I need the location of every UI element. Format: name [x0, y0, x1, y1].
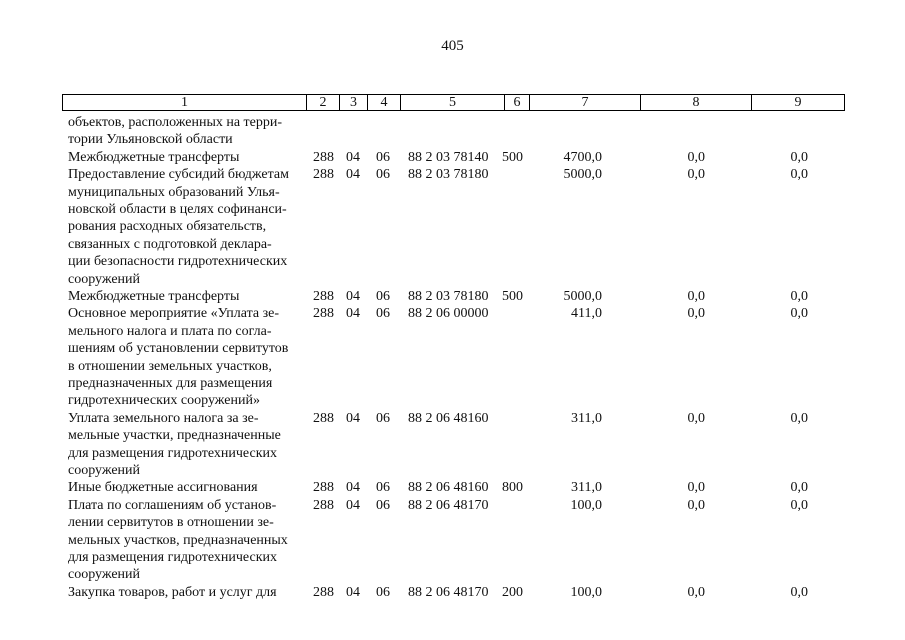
description-line: Плата по соглашениям об установ- — [68, 497, 277, 513]
cell-col-4: 06 — [376, 306, 390, 322]
cell-col-5: 88 2 06 48160 — [408, 480, 489, 496]
cell-col-4: 06 — [376, 410, 390, 426]
cell-col-3: 04 — [346, 584, 360, 600]
cell-col-9: 0,0 — [790, 167, 808, 183]
cell-col-4: 06 — [376, 167, 390, 183]
header-col-6: 6 — [504, 94, 530, 111]
cell-col-2: 288 — [313, 480, 334, 496]
description-line: в отношении земельных участков, — [68, 358, 272, 374]
cell-col-6: 800 — [502, 480, 523, 496]
header-col-3: 3 — [339, 94, 368, 111]
cell-col-2: 288 — [313, 584, 334, 600]
description-line: для размещения гидротехнических — [68, 550, 278, 566]
description-line: предназначенных для размещения — [68, 376, 273, 392]
description-line: лении сервитутов в отношении зе- — [68, 515, 274, 531]
row-description — [68, 288, 304, 305]
cell-col-6: 200 — [502, 584, 523, 600]
cell-col-5: 88 2 06 48170 — [408, 497, 489, 513]
cell-col-3: 04 — [346, 149, 360, 165]
row-description — [68, 410, 304, 480]
cell-col-8: 0,0 — [687, 584, 705, 600]
cell-col-9: 0,0 — [790, 480, 808, 496]
cell-col-2: 288 — [313, 306, 334, 322]
cell-col-5: 88 2 03 78180 — [408, 289, 489, 304]
header-col-1: 1 — [62, 94, 307, 111]
cell-col-9: 0,0 — [790, 410, 808, 426]
cell-col-4: 06 — [376, 480, 390, 496]
header-col-5: 5 — [400, 94, 505, 111]
cell-col-7: 311,0 — [571, 410, 602, 426]
description-line: сооружений — [68, 463, 141, 479]
cell-col-7: 100,0 — [570, 497, 602, 513]
description-line: шениям об установлении сервитутов — [68, 341, 289, 357]
row-description — [68, 305, 304, 409]
cell-col-9: 0,0 — [790, 584, 808, 600]
description-line: сооружений — [68, 567, 141, 583]
cell-col-8: 0,0 — [687, 306, 705, 322]
description-line: гидротехнических сооружений» — [68, 393, 260, 409]
cell-col-9: 0,0 — [790, 149, 808, 165]
cell-col-7: 5000,0 — [563, 289, 602, 304]
cell-col-2: 288 — [313, 167, 334, 183]
cell-col-7: 4700,0 — [563, 149, 602, 165]
page-number: 405 — [441, 38, 464, 54]
description-line: сооружений — [68, 271, 141, 287]
description-line: мельных участков, предназначенных — [68, 532, 288, 548]
description-line: тории Ульяновской области — [68, 132, 233, 148]
description-line: рования расходных обязательств, — [68, 219, 267, 235]
cell-col-4: 06 — [376, 497, 390, 513]
cell-col-4: 06 — [376, 149, 390, 165]
cell-col-2: 288 — [313, 149, 334, 165]
cell-col-2: 288 — [313, 497, 334, 513]
header-col-8: 8 — [640, 94, 752, 111]
cell-col-5: 88 2 06 48160 — [408, 410, 489, 426]
cell-col-6: 500 — [502, 289, 523, 304]
header-col-2: 2 — [306, 94, 340, 111]
row-description — [68, 149, 304, 166]
row-description — [68, 479, 304, 496]
description-line: связанных с подготовкой деклара- — [68, 236, 272, 252]
cell-col-7: 5000,0 — [563, 167, 602, 183]
cell-col-3: 04 — [346, 289, 360, 304]
description-line: для размещения гидротехнических — [68, 445, 278, 461]
description-line: Межбюджетные трансферты — [68, 289, 240, 304]
row-description — [68, 166, 304, 288]
cell-col-6: 500 — [502, 149, 523, 165]
row-description — [68, 114, 304, 149]
row-description — [68, 584, 304, 601]
description-line: Закупка товаров, работ и услуг для — [68, 584, 277, 600]
description-line: Межбюджетные трансферты — [68, 149, 240, 165]
cell-col-3: 04 — [346, 306, 360, 322]
row-description — [68, 497, 304, 584]
cell-col-5: 88 2 06 48170 — [408, 584, 489, 600]
description-line: мельного налога и плата по согла- — [68, 323, 272, 339]
cell-col-3: 04 — [346, 497, 360, 513]
cell-col-4: 06 — [376, 289, 390, 304]
cell-col-9: 0,0 — [790, 497, 808, 513]
cell-col-7: 411,0 — [571, 306, 602, 322]
cell-col-5: 88 2 03 78140 — [408, 149, 489, 165]
description-line: Предоставление субсидий бюджетам — [68, 167, 289, 183]
description-line: новской области в целях софинанси- — [68, 202, 287, 217]
description-line: Уплата земельного налога за зе- — [68, 410, 259, 426]
cell-col-9: 0,0 — [790, 306, 808, 322]
cell-col-8: 0,0 — [687, 497, 705, 513]
cell-col-5: 88 2 06 00000 — [408, 306, 489, 322]
description-line: мельные участки, предназначенные — [68, 428, 281, 444]
cell-col-7: 311,0 — [571, 480, 602, 496]
cell-col-3: 04 — [346, 167, 360, 183]
cell-col-2: 288 — [313, 289, 334, 304]
cell-col-8: 0,0 — [687, 410, 705, 426]
description-line: Основное мероприятие «Уплата зе- — [68, 306, 280, 322]
description-line: муниципальных образований Улья- — [68, 184, 280, 200]
cell-col-7: 100,0 — [570, 584, 602, 600]
cell-col-8: 0,0 — [687, 480, 705, 496]
cell-col-4: 06 — [376, 584, 390, 600]
cell-col-3: 04 — [346, 410, 360, 426]
header-col-7: 7 — [529, 94, 641, 111]
description-line: ции безопасности гидротехнических — [68, 254, 288, 270]
cell-col-9: 0,0 — [790, 289, 808, 304]
cell-col-8: 0,0 — [687, 289, 705, 304]
cell-col-5: 88 2 03 78180 — [408, 167, 489, 183]
header-col-4: 4 — [367, 94, 401, 111]
cell-col-8: 0,0 — [687, 149, 705, 165]
description-line: Иные бюджетные ассигнования — [68, 480, 258, 496]
cell-col-2: 288 — [313, 410, 334, 426]
cell-col-8: 0,0 — [687, 167, 705, 183]
header-col-9: 9 — [751, 94, 845, 111]
cell-col-3: 04 — [346, 480, 360, 496]
description-line: объектов, расположенных на терри- — [68, 115, 283, 130]
